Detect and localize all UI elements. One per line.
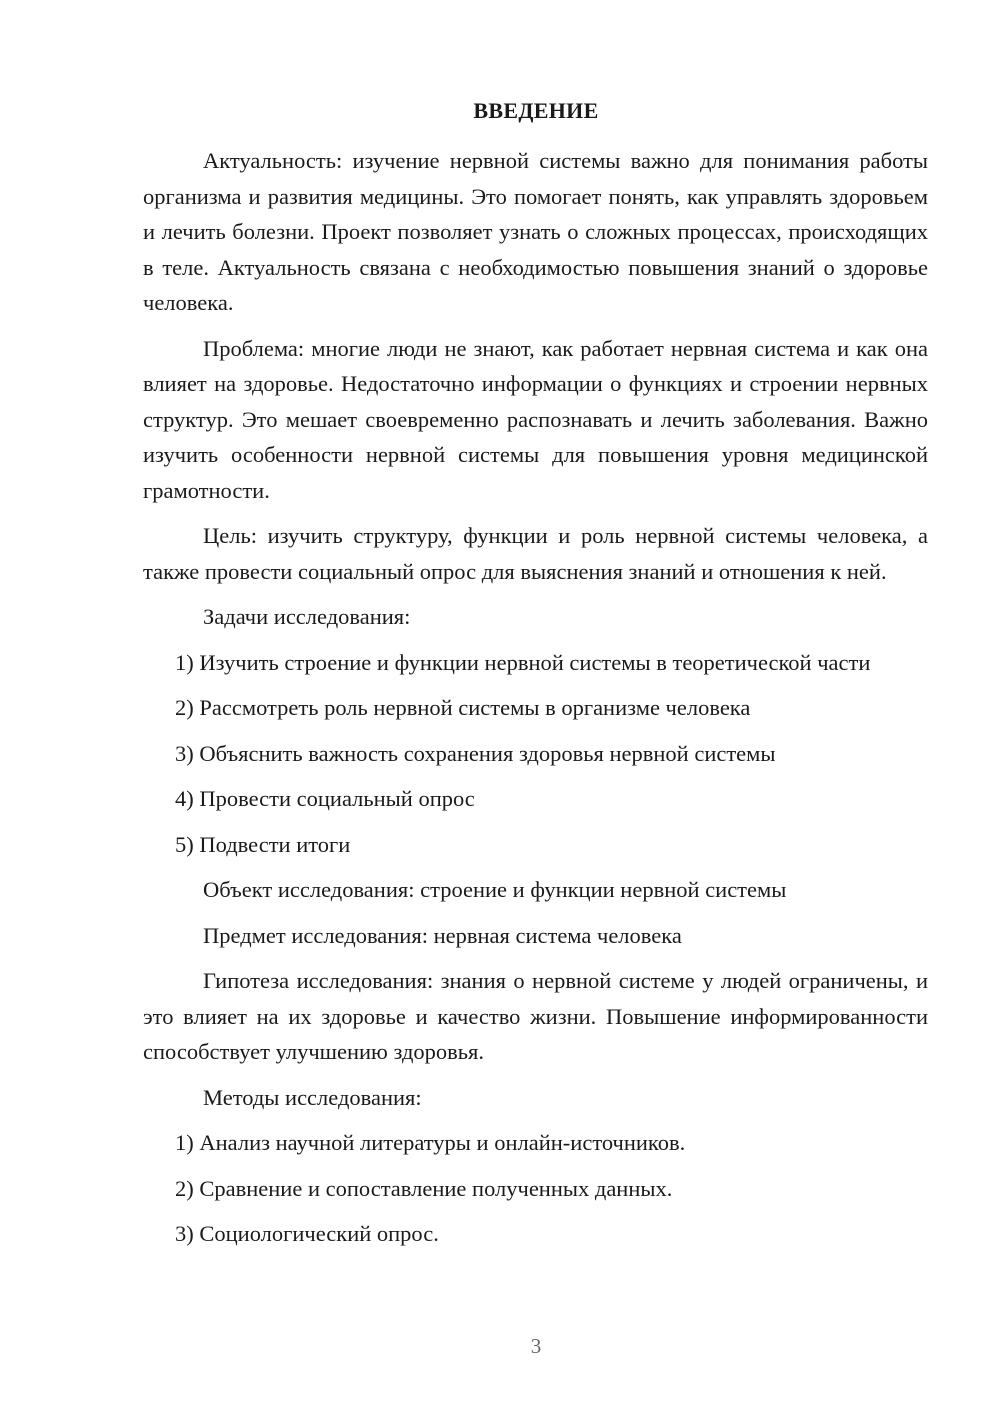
- task-item: 4) Провести социальный опрос: [175, 786, 475, 811]
- problem-paragraph: Проблема: многие люди не знают, как работает нервная система и как она влияет на здоровье. Недостаточно информации о функциях и строении нервных структур. Это мешает своевременно распознавать и лечить заболевания. Важно изучить особенности нервной системы для повышения уровня медицинской грамотности.: [143, 335, 928, 503]
- relevance-paragraph: Актуальность: изучение нервной системы важно для понимания работы организма и развития медицины. Это помогает понять, как управлять здоровьем и лечить болезни. Проект позволяет узнать о сложных процессах, происходящих в теле. Актуальность связана с необходимостью повышения знаний о здоровье человека.: [143, 148, 928, 315]
- tasks-heading: Задачи исследования:: [203, 604, 411, 629]
- hypothesis-paragraph: Гипотеза исследования: знания о нервной системе у людей ограничены, и это влияет на их здоровье и качество жизни. Повышение информированности способствует улучшению здоровья.: [143, 968, 928, 1064]
- method-item: 1) Анализ научной литературы и онлайн-источников.: [175, 1130, 686, 1155]
- task-item: 1) Изучить строение и функции нервной системы в теоретической части: [175, 649, 871, 675]
- research-object: Объект исследования: строение и функции нервной системы: [203, 877, 787, 902]
- task-item: 2) Рассмотреть роль нервной системы в организме человека: [175, 695, 751, 720]
- method-item: 2) Сравнение и сопоставление полученных данных.: [175, 1175, 673, 1201]
- methods-heading: Методы исследования:: [203, 1084, 422, 1110]
- page-title: ВВЕДЕНИЕ: [473, 98, 599, 123]
- task-item: 5) Подвести итоги: [175, 831, 351, 857]
- document-body: [143, 143, 928, 1262]
- research-subject: Предмет исследования: нервная система человека: [203, 922, 682, 948]
- page-number: 3: [530, 1334, 542, 1358]
- goal-paragraph: Цель: изучить структуру, функции и роль нервной системы человека, а также провести социальный опрос для выяснения знаний и отношения к ней.: [143, 523, 928, 584]
- task-item: 3) Объяснить важность сохранения здоровья нервной системы: [175, 740, 776, 766]
- method-item: 3) Социологический опрос.: [175, 1221, 439, 1246]
